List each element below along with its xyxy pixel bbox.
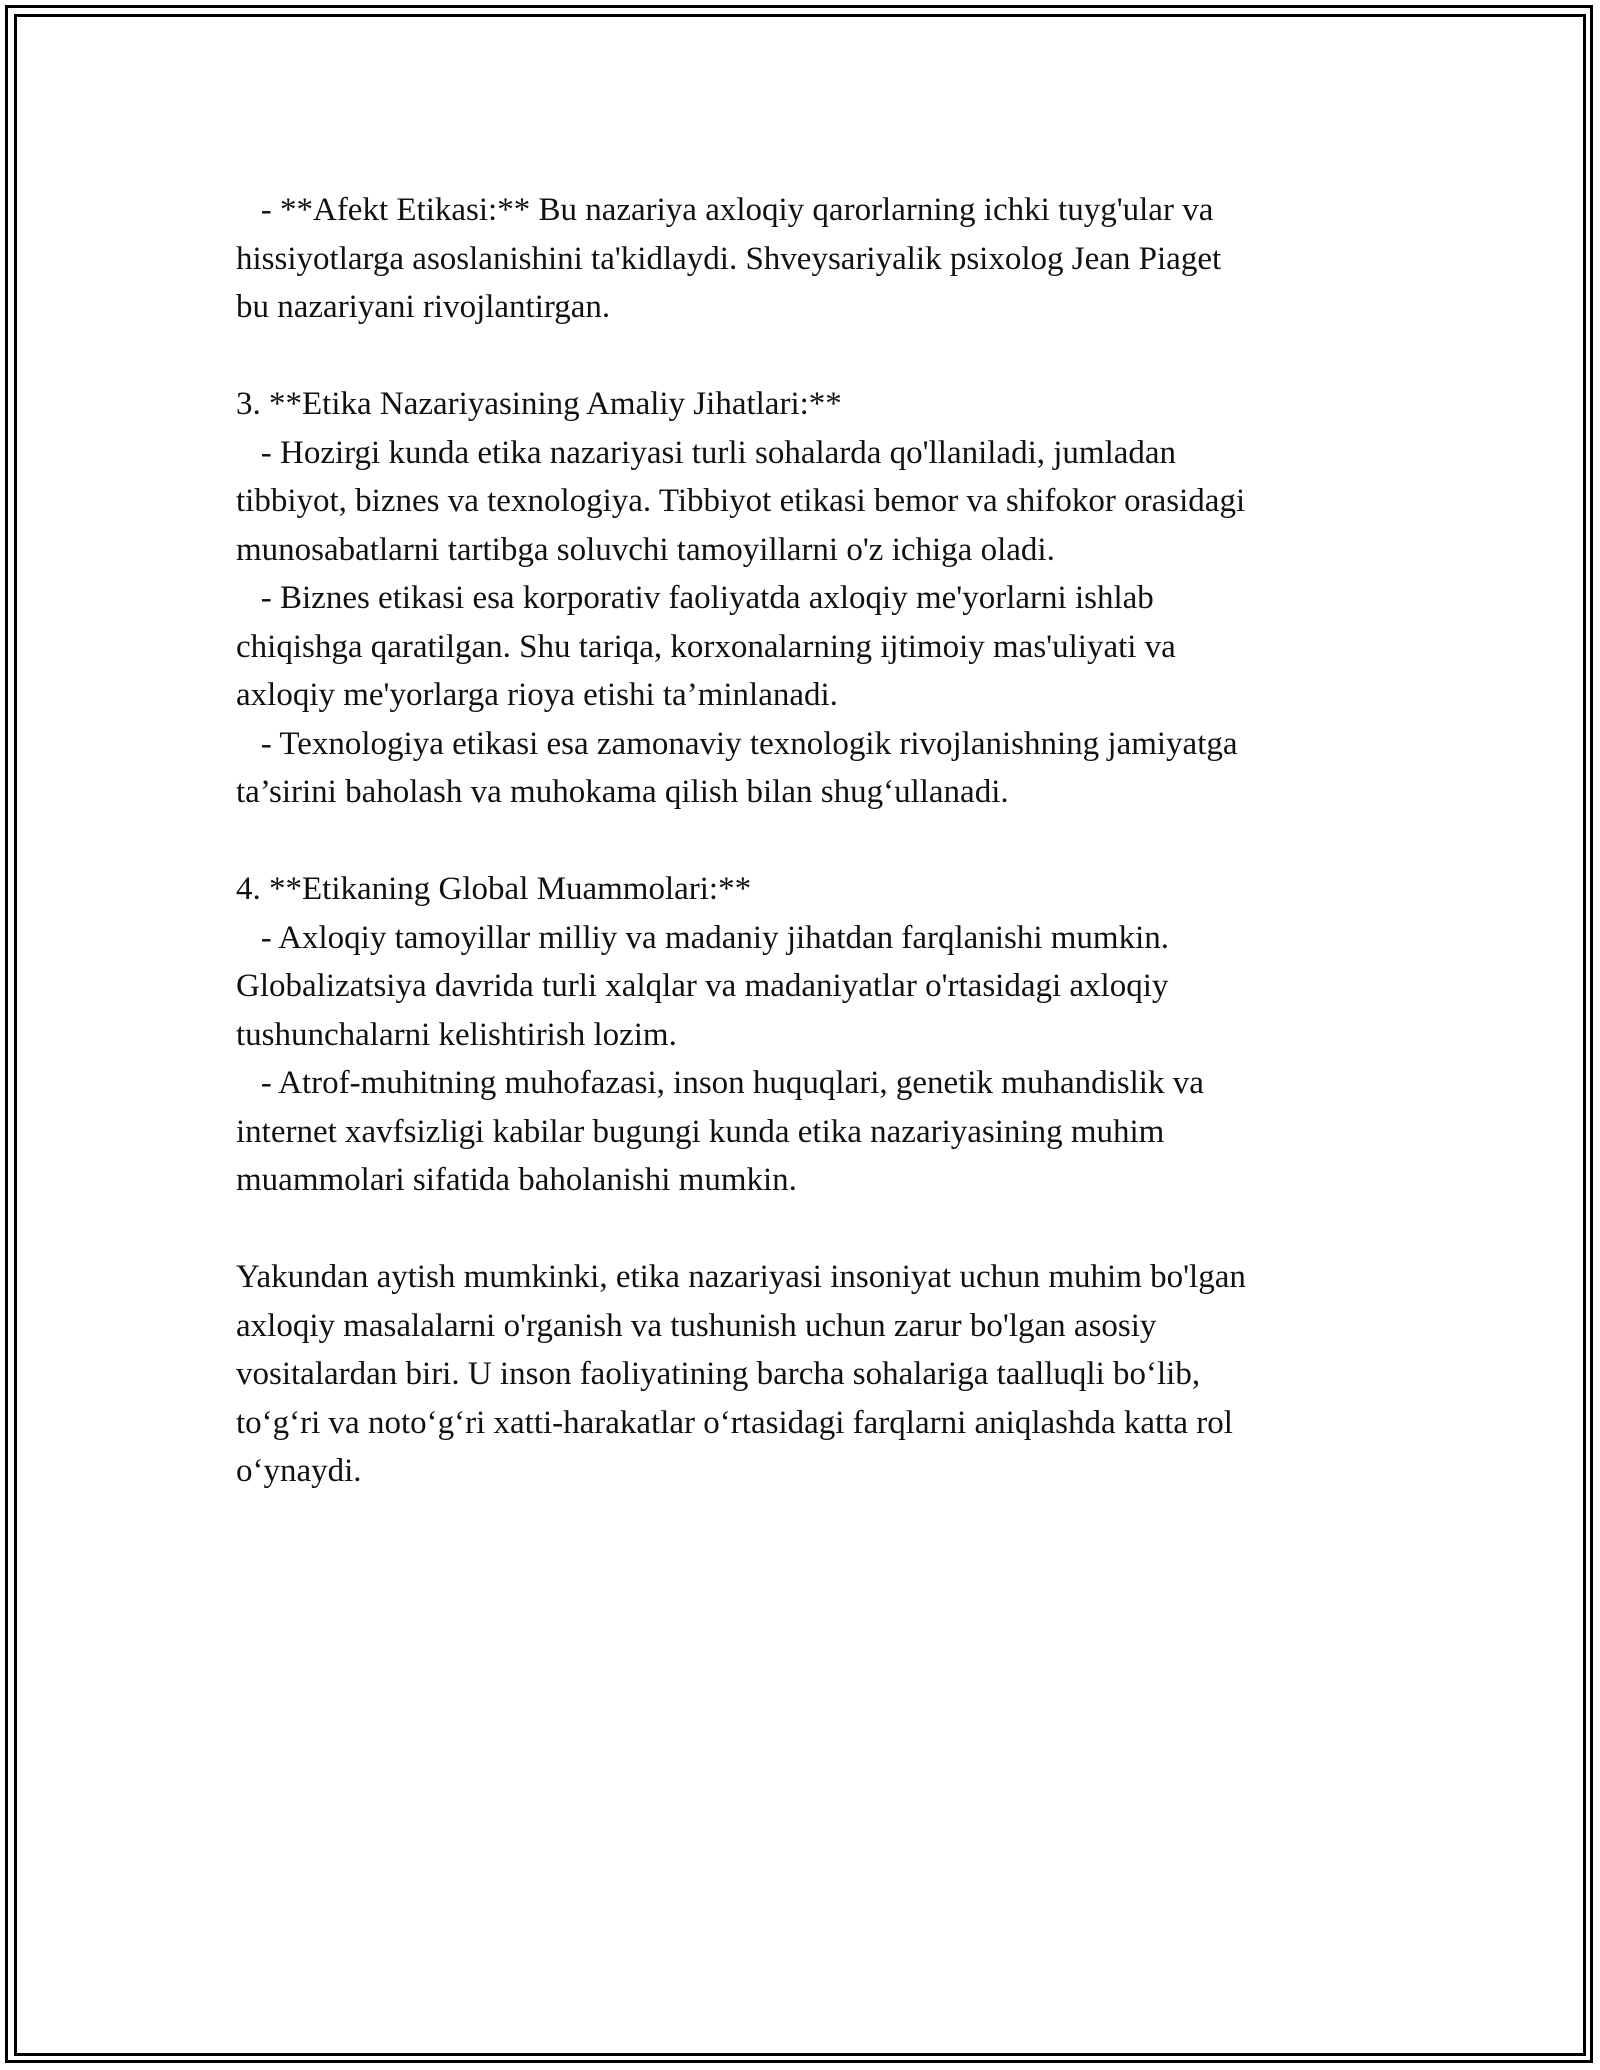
section-heading: 3. **Etika Nazariyasining Amaliy Jihatlari:**: [236, 386, 842, 422]
conclusion-line: to‘g‘ri va noto‘g‘ri xatti-harakatlar o‘rtasidagi farqlarni aniqlashda katta rol: [236, 1404, 1233, 1441]
text-line: - Axloqiy tamoyillar milliy va madaniy jihatdan farqlanishi mumkin.: [236, 919, 1170, 956]
text-line: - Atrof-muhitning muhofazasi, inson huquqlari, genetik muhandislik va: [236, 1065, 1204, 1101]
text-line: tibbiyot, biznes va texnologiya. Tibbiyot etikasi bemor va shifokor orasidagi: [236, 483, 1246, 519]
conclusion-line: Yakundan aytish mumkinki, etika nazariyasi insoniyat uchun muhim bo'lgan: [236, 1259, 1246, 1295]
text-line: ta’sirini baholash va muhokama qilish bilan shug‘ullanadi.: [236, 774, 1009, 810]
text-line: hissiyotlarga asoslanishini ta'kidlaydi. Shveysariyalik psixolog Jean Piaget: [236, 240, 1222, 277]
text-line: - Texnologiya etikasi esa zamonaviy texnologik rivojlanishning jamiyatga: [236, 725, 1238, 762]
document-body: [236, 186, 1396, 1496]
text-line: tushunchalarni kelishtirish lozim.: [236, 1016, 677, 1053]
text-line: - Hozirgi kunda etika nazariyasi turli sohalarda qo'llaniladi, jumladan: [236, 434, 1177, 471]
text-line: munosabatlarni tartibga soluvchi tamoyillarni o'z ichiga oladi.: [236, 531, 1055, 568]
conclusion-line: vositalardan biri. U inson faoliyatining barcha sohalariga taalluqli bo‘lib,: [236, 1356, 1201, 1392]
text-line: bu nazariyani rivojlantirgan.: [236, 289, 611, 325]
text-line: - Biznes etikasi esa korporativ faoliyatda axloqiy me'yorlarni ishlab: [236, 580, 1154, 616]
blank-line: [236, 817, 1396, 866]
blank-line: [236, 1205, 1396, 1254]
conclusion-line: axloqiy masalalarni o'rganish va tushunish uchun zarur bo'lgan asosiy: [236, 1307, 1157, 1344]
text-line: Globalizatsiya davrida turli xalqlar va madaniyatlar o'rtasidagi axloqiy: [236, 968, 1169, 1004]
blank-line: [236, 332, 1396, 381]
text-line: - **Afekt Etikasi:** Bu nazariya axloqiy qarorlarning ichki tuyg'ular va: [236, 192, 1214, 228]
text-line: muammolari sifatida baholanishi mumkin.: [236, 1162, 797, 1198]
section-heading: 4. **Etikaning Global Muammolari:**: [236, 871, 752, 907]
text-line: chiqishga qaratilgan. Shu tariqa, korxonalarning ijtimoiy mas'uliyati va: [236, 628, 1176, 665]
text-line: internet xavfsizligi kabilar bugungi kunda etika nazariyasining muhim: [236, 1113, 1165, 1150]
conclusion-line: o‘ynaydi.: [236, 1453, 362, 1489]
text-line: axloqiy me'yorlarga rioya etishi ta’minlanadi.: [236, 677, 838, 713]
